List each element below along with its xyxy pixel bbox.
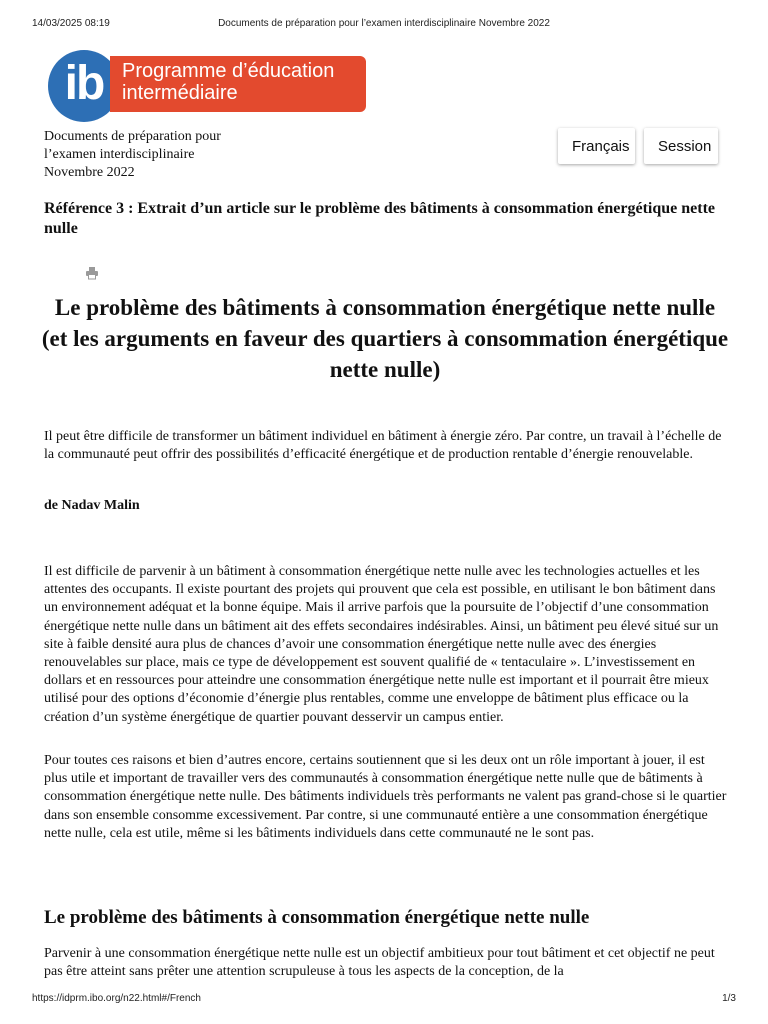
language-button[interactable]: Français xyxy=(558,128,635,164)
article-title: Le problème des bâtiments à consommation énergétique nette nulle (et les arguments en faveur des quartiers à consommation énergétique nette nulle) xyxy=(41,295,729,382)
document-info-line1: Documents de préparation pour xyxy=(44,129,221,144)
article-paragraph-2: Pour toutes ces raisons et bien d’autres encore, certains soutiennent que si les deux ont un rôle important à jouer, il est plus utile et important de travailler vers des communautés à consommation énergétique nette nulle que de bâtiments à consommation énergétique nette nulle. Des bâtiments individuels très performants ne valent pas grand-chose si le quartier dans son ensemble consomme excessivement. Par contre, si une communauté entière a une consommation énergétique nette nulle, cela est utile, même si les bâtiments individuels dans cette communauté ne le sont pas. xyxy=(44,753,727,841)
page-url: https://idprm.ibo.org/n22.html#/French xyxy=(32,993,201,1004)
article-paragraph-1: Il est difficile de parvenir à un bâtiment à consommation énergétique nette nulle avec les technologies actuelles et les attentes des occupants. Il existe pourtant des projets qui prouvent que cela est possible, en utilisant le bon bâtiment dans un environnement adéquat et la bonne équipe. Mais il arrive parfois que la poursuite de l’objectif d’une consommation énergétique nette nulle dans un bâtiment ait des effets secondaires indésirables. Ainsi, un bâtiment peu élevé situé sur un site à faible densité aura plus de chances d’avoir une consommation énergétique nette nulle avec des énergies renouvelables sur place, mais ce type de développement est souvent qualifié de « tentaculaire ». L’investissement en dollars et en ressources pour atteindre une consommation énergétique nette nulle est important et il pourrait être mieux utilisé pour des options d’économie d’énergie plus rentables, comme une enveloppe de bâtiment plus efficace ou la création d’un système énergétique de quartier pouvant desservir un campus entier. xyxy=(44,564,719,725)
programme-name-line2: intermédiaire xyxy=(122,82,238,104)
article-intro: Il peut être difficile de transformer un bâtiment individuel en bâtiment à énergie zéro. Par contre, un travail à l’échelle de la communauté peut offrir des possibilités d’efficacité énergétique et de production rentable d’énergie renouvelable. xyxy=(44,429,722,462)
print-datetime: 14/03/2025 08:19 xyxy=(32,18,110,29)
print-footer xyxy=(0,993,768,1007)
programme-name-line1: Programme d’éducation xyxy=(122,60,335,82)
document-info-line3: Novembre 2022 xyxy=(44,165,135,180)
section-heading: Le problème des bâtiments à consommation énergétique nette nulle xyxy=(44,907,590,928)
session-button[interactable]: Session xyxy=(644,128,718,164)
reference-title: Référence 3 : Extrait d’un article sur le problème des bâtiments à consommation énergétique nette nulle xyxy=(44,200,715,237)
print-header xyxy=(0,18,768,32)
ib-badge-letters: ib xyxy=(64,57,104,110)
article-author: de Nadav Malin xyxy=(44,498,140,513)
printer-icon[interactable] xyxy=(85,266,99,280)
document-info-line2: l’examen interdisciplinaire xyxy=(44,147,195,162)
ib-myp-logo xyxy=(48,50,368,122)
programme-banner xyxy=(110,56,366,112)
print-doc-title: Documents de préparation pour l’examen interdisciplinaire Novembre 2022 xyxy=(218,18,550,29)
page-number: 1/3 xyxy=(722,993,736,1004)
article-paragraph-3: Parvenir à une consommation énergétique nette nulle est un objectif ambitieux pour tout bâtiment et cet objectif ne peut pas être atteint sans prêter une attention scrupuleuse à tous les aspects de la conception, de la xyxy=(44,946,715,980)
document-info xyxy=(44,128,344,182)
